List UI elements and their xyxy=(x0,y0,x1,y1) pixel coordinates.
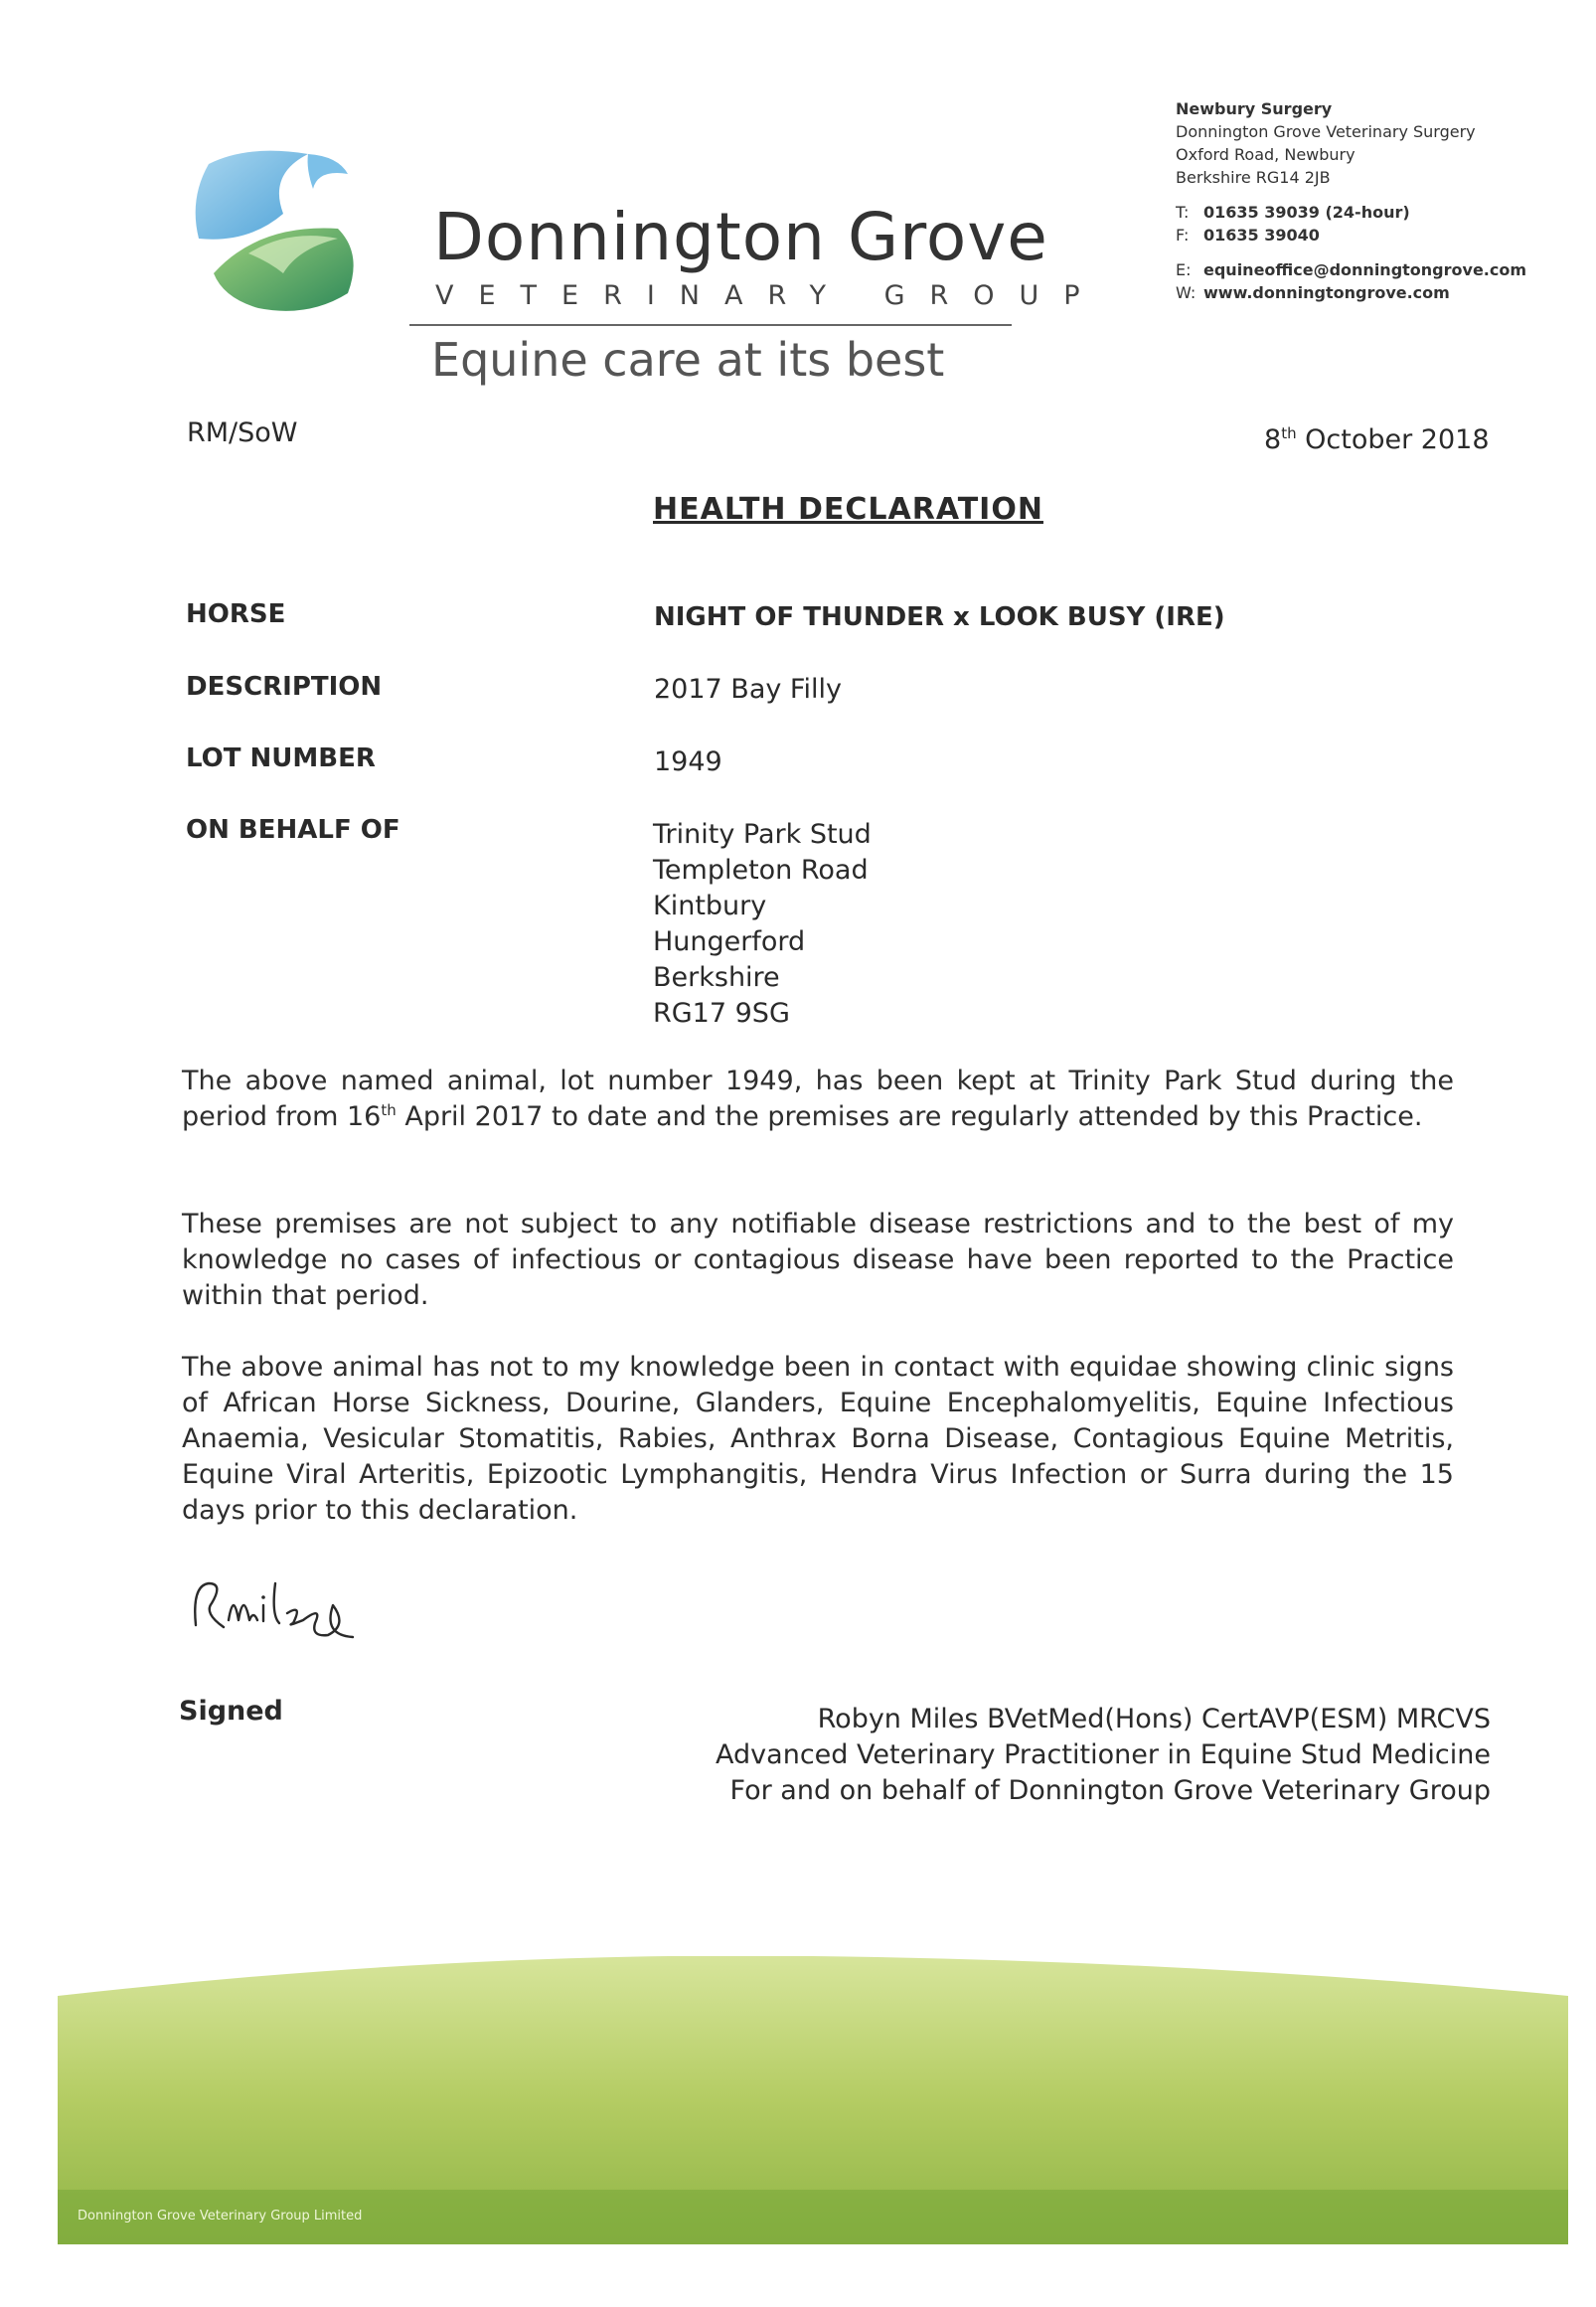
signer-block xyxy=(716,1702,1491,1809)
address-line: Kintbury xyxy=(653,891,767,921)
handwritten-signature xyxy=(184,1565,402,1645)
lot-number-value: 1949 xyxy=(654,746,722,777)
surgery-name: Newbury Surgery xyxy=(1176,99,1333,118)
description-value: 2017 Bay Filly xyxy=(654,674,842,705)
email-line: E: equineoffice@donningtongrove.com xyxy=(1176,260,1527,279)
website-link[interactable]: www.donningtongrove.com xyxy=(1203,283,1450,302)
footer-band xyxy=(58,1956,1568,2244)
signed-label: Signed xyxy=(179,1696,283,1727)
on-behalf-label: ON BEHALF OF xyxy=(186,815,400,845)
surgery-address-line: Oxford Road, Newbury xyxy=(1176,145,1356,164)
email-link[interactable]: equineoffice@donningtongrove.com xyxy=(1203,260,1527,279)
horse-label: HORSE xyxy=(186,599,286,629)
lot-number-label: LOT NUMBER xyxy=(186,743,376,773)
address-line: RG17 9SG xyxy=(653,998,790,1029)
paragraph-premises: These premises are not subject to any notifiable disease restrictions and to the best of my knowledge no cases of infectious or contagious disease have been reported to the Practice within that period. xyxy=(182,1209,1454,1311)
address-line: Hungerford xyxy=(653,926,806,957)
address-line: Trinity Park Stud xyxy=(653,819,872,850)
surgery-address-line: Donnington Grove Veterinary Surgery xyxy=(1176,122,1476,141)
footer-company-text: Donnington Grove Veterinary Group Limited xyxy=(78,2209,363,2224)
brand-tagline: Equine care at its best xyxy=(431,333,945,387)
paragraph-keeping: The above named animal, lot number 1949, has been kept at Trinity Park Stud during the period from 16th April 2017 to date and the premises are regularly attended by this Practice. xyxy=(182,1066,1454,1132)
logo-icon xyxy=(189,144,368,323)
letter-date: 8th October 2018 xyxy=(1264,424,1490,455)
document-heading: HEALTH DECLARATION xyxy=(653,492,1043,527)
paragraph-diseases: The above animal has not to my knowledge been in contact with equidae showing clinic signs of African Horse Sickness, Dourine, Glanders, Equine Encephalomyelitis, Equine Infectious Anaemia, Vesicular Stomatitis, Rabies, Anthrax Borna Disease, Contagious Equine Metritis, Equine Viral Arteritis, Epizootic Lymphangitis, Hendra Virus Infection or Surra during the 15 days prior to this declaration. xyxy=(182,1352,1454,1526)
fax-line: F: 01635 39040 xyxy=(1176,226,1320,245)
owner-address xyxy=(653,817,872,1032)
brand-name: Donnington Grove xyxy=(433,199,1048,275)
address-line: Templeton Road xyxy=(653,855,869,886)
signer-title: Advanced Veterinary Practitioner in Equine Stud Medicine xyxy=(716,1739,1491,1770)
description-label: DESCRIPTION xyxy=(186,672,383,702)
surgery-address-line: Berkshire RG14 2JB xyxy=(1176,168,1331,187)
telephone-line: T: 01635 39039 (24-hour) xyxy=(1176,203,1410,222)
signer-organisation: For and on behalf of Donnington Grove Veterinary Group xyxy=(729,1775,1491,1806)
horse-value: NIGHT OF THUNDER x LOOK BUSY (IRE) xyxy=(654,602,1225,632)
web-line: W: www.donningtongrove.com xyxy=(1176,283,1450,302)
address-line: Berkshire xyxy=(653,962,780,993)
contact-block xyxy=(1176,97,1573,304)
signer-name: Robyn Miles BVetMed(Hons) CertAVP(ESM) MRCVS xyxy=(817,1704,1491,1734)
reference-code: RM/SoW xyxy=(187,417,298,448)
brand-divider xyxy=(409,324,1012,326)
brand-subtitle: VETERINARY GROUP xyxy=(435,280,1105,311)
